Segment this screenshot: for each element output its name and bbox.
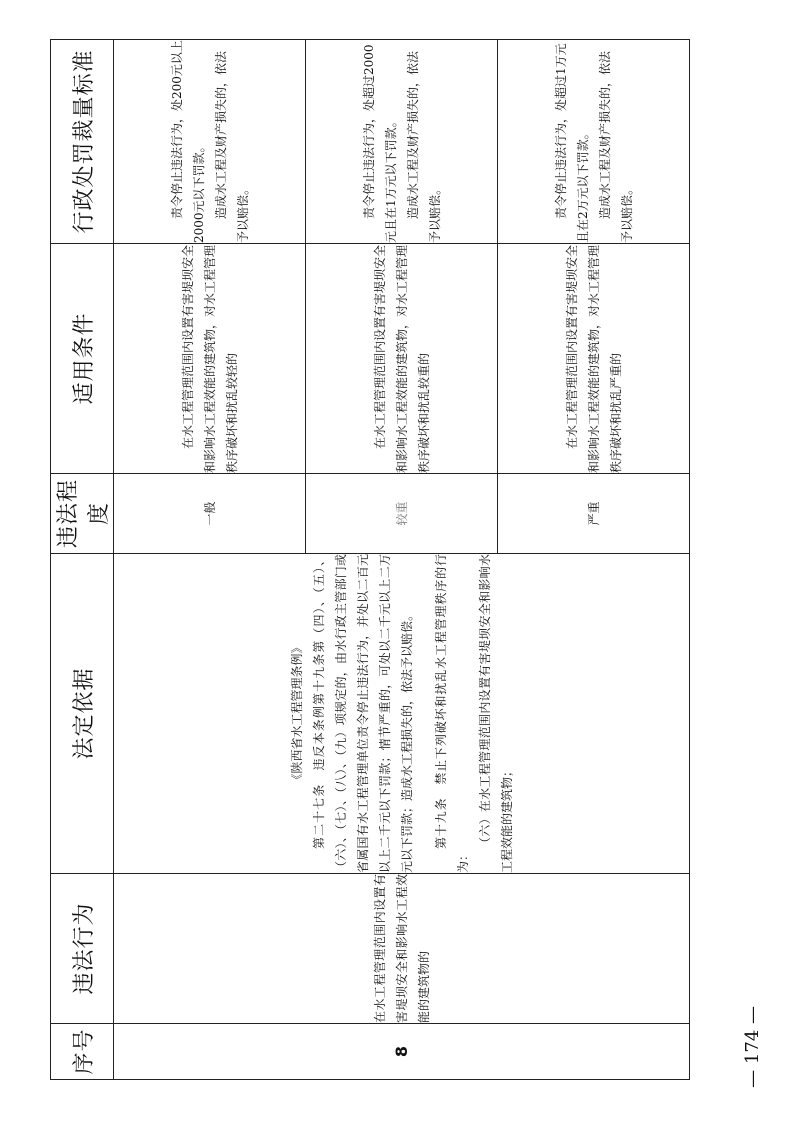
penalty-serious [306,40,498,244]
penalty-general-fine: 责令停止违法行为，处200元以上2000元以下罚款。 [169,40,206,243]
penalty-severe [498,40,690,244]
row-basis [114,554,690,874]
penalty-severe-fine: 责令停止违法行为，处超过1万元且在2万元以下罚款。 [553,43,590,243]
penalty-standard-table [50,39,690,1080]
penalty-general [114,40,306,244]
condition-serious [306,244,498,474]
page-number: — 174 — [742,1006,763,1088]
row-act: 在水工程管理范围内设置有害堤坝安全和影响水工程效能的建筑物的 [114,874,690,1024]
basis-article-27: 第二十七条 违反本条例第十九条第（四）、（五）、（六）、（七）、（八）、（九）项规定的，由水行政主管部门或省属国有水工程管理单位责令停止违法行为，并处以二百元以上二千元以下罚款；情节严重的，可处以二千元以上二万元以下罚款；造成水工程损失的，依法予以赔偿。 [311,554,414,873]
penalty-severe-compensation: 造成水工程及财产损失的，依法予以赔偿。 [597,50,634,243]
penalty-general-compensation: 造成水工程及财产损失的，依法予以赔偿。 [213,50,250,243]
condition-general [114,244,306,474]
severity-severe: 严重 [498,474,690,554]
table-row [114,40,306,1080]
header-penalty: 行政处罚裁量标准 [51,40,114,244]
header-basis: 法定依据 [51,554,114,874]
condition-serious-text: 在水工程管理范围内设置有害堤坝安全和影响水工程效能的建筑物，对水工程管理秩序破坏和扰乱较重的 [372,244,431,473]
basis-article-19: 第十九条 禁止下列破坏和扰乱水工程管理秩序的行为： [433,554,470,873]
condition-severe [498,244,690,474]
header-seq: 序号 [51,1024,114,1080]
header-row [51,40,114,1080]
severity-general: 一般 [114,474,306,554]
header-act: 违法行为 [51,874,114,1024]
row-seq: 8 [114,1024,690,1080]
header-condition: 适用条件 [51,244,114,474]
basis-title: 《陕西省水工程管理条例》 [289,641,304,786]
condition-severe-text: 在水工程管理范围内设置有害堤坝安全和影响水工程效能的建筑物，对水工程管理秩序破坏和扰乱严重的 [564,244,623,473]
rotated-table-wrapper [50,40,690,1080]
penalty-serious-fine: 责令停止违法行为，处超过2000元且在1万元以下罚款。 [361,44,398,243]
basis-item-6: （六）在水工程管理范围内设置有害堤坝安全和影响水工程效能的建筑物； [477,554,514,873]
severity-serious: 较重 [306,474,498,554]
penalty-serious-compensation: 造成水工程及财产损失的，依法予以赔偿。 [405,50,442,243]
header-severity: 违法程度 [51,474,114,554]
condition-general-text: 在水工程管理范围内设置有害堤坝安全和影响水工程效能的建筑物，对水工程管理秩序破坏和扰乱较轻的 [180,244,239,473]
